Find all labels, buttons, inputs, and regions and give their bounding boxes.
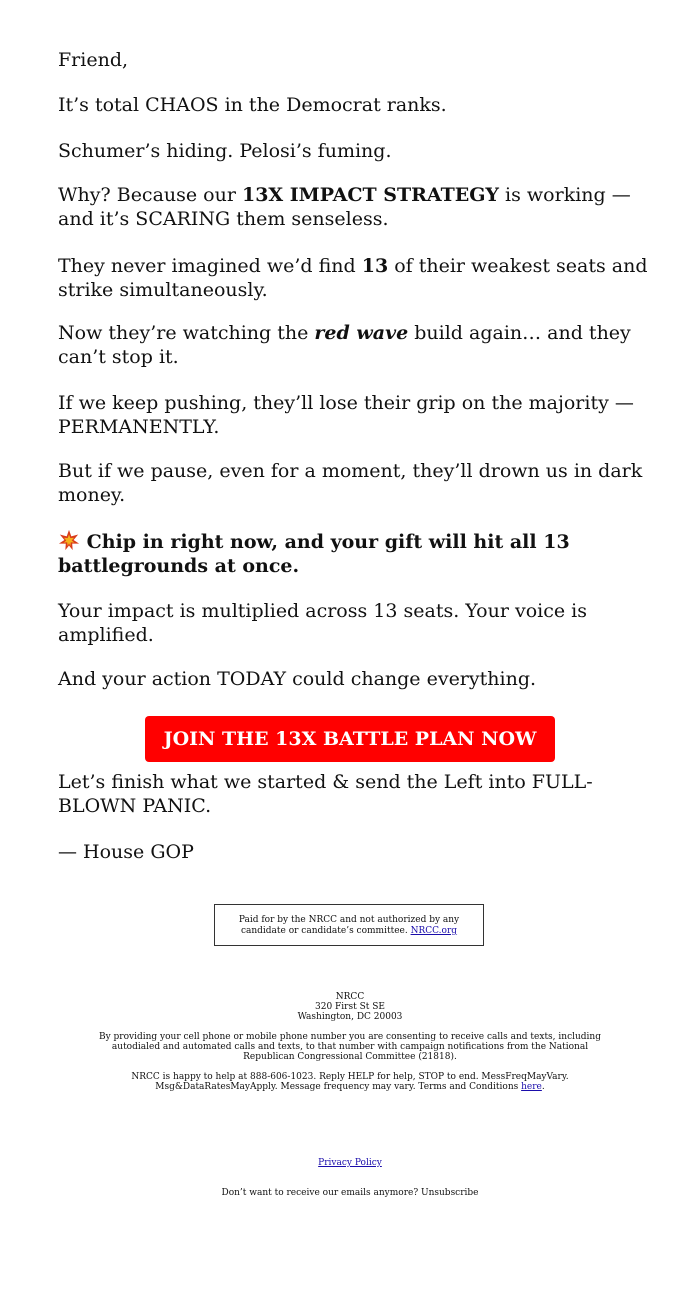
text: . — [541, 1082, 545, 1092]
nrcc-link[interactable]: NRCC.org — [410, 926, 458, 936]
seats-number: 13 — [361, 255, 389, 277]
disclaimer-text: Paid for by the NRCC and not authorized by any candidate or candidate’s committee. — [238, 915, 460, 936]
signoff: — House GOP — [58, 841, 194, 863]
city-address: Washington, DC 20003 — [297, 1012, 403, 1022]
strategy-highlight: 13X IMPACT STRATEGY — [241, 184, 499, 206]
footer-unsubscribe — [90, 1188, 610, 1198]
text: They never imagined we’d find — [58, 255, 362, 277]
paragraph-majority: If we keep pushing, they’ll lose their grip on the majority — PERMANENTLY. — [58, 392, 634, 438]
chip-in-text: Chip in right now, and your gift will hit all 13 battlegrounds at once. — [58, 531, 570, 577]
collision-icon — [58, 529, 80, 551]
text: Why? Because our — [58, 184, 242, 206]
consent-text: By providing your cell phone or mobile phone number you are consenting to receive calls and texts, including autodialed and automated calls and texts, to that number with campaign notifications from the National Republican Congressional Committee (21818). — [98, 1032, 601, 1062]
footer-consent — [90, 1032, 610, 1062]
terms-link[interactable]: here — [521, 1082, 542, 1092]
join-battle-plan-button[interactable]: JOIN THE 13X BATTLE PLAN NOW — [145, 716, 555, 762]
footer-privacy — [90, 1158, 610, 1168]
street-address: 320 First St SE — [315, 1002, 385, 1012]
paragraph-strategy — [58, 183, 658, 231]
letter-body — [58, 48, 658, 691]
org-name: NRCC — [335, 992, 365, 1002]
footer-help — [120, 1072, 580, 1092]
paragraph-dark-money: But if we pause, even for a moment, they’ll drown us in dark money. — [58, 460, 643, 506]
paragraph-chaos: It’s total CHAOS in the Democrat ranks. — [58, 94, 447, 116]
privacy-policy-link[interactable]: Privacy Policy — [318, 1158, 382, 1168]
help-text — [120, 1072, 580, 1092]
text: Now they’re watching the — [58, 322, 315, 344]
letter-closing — [58, 770, 658, 864]
paragraph-seats — [58, 254, 658, 302]
paragraph-chip-in — [58, 529, 658, 578]
text: is working — and it’s SCARING them senseless. — [58, 184, 631, 230]
paragraph-red-wave — [58, 321, 658, 369]
text: NRCC is happy to help at 888-606-1023. Reply HELP for help, STOP to end. MessFreqMayVary. Msg&DataRatesMayApply. Message frequency may vary. Terms and Conditions — [131, 1072, 569, 1092]
unsubscribe-text[interactable]: Don’t want to receive our emails anymore? Unsubscribe — [221, 1188, 479, 1198]
paragraph-schumer: Schumer’s hiding. Pelosi’s fuming. — [58, 140, 392, 162]
paragraph-finish: Let’s finish what we started & send the Left into FULL-BLOWN PANIC. — [58, 771, 593, 817]
paid-for-disclaimer — [214, 904, 484, 946]
text: of their weakest seats and strike simultaneously. — [58, 255, 648, 301]
red-wave-emphasis: red wave — [314, 322, 409, 344]
cta-container — [145, 716, 555, 762]
paragraph-action: And your action TODAY could change everything. — [58, 668, 537, 690]
paragraph-impact: Your impact is multiplied across 13 seats. Your voice is amplified. — [58, 600, 587, 646]
greeting: Friend, — [58, 49, 129, 71]
text: build again… and they can’t stop it. — [58, 322, 631, 368]
footer-address — [90, 992, 610, 1022]
